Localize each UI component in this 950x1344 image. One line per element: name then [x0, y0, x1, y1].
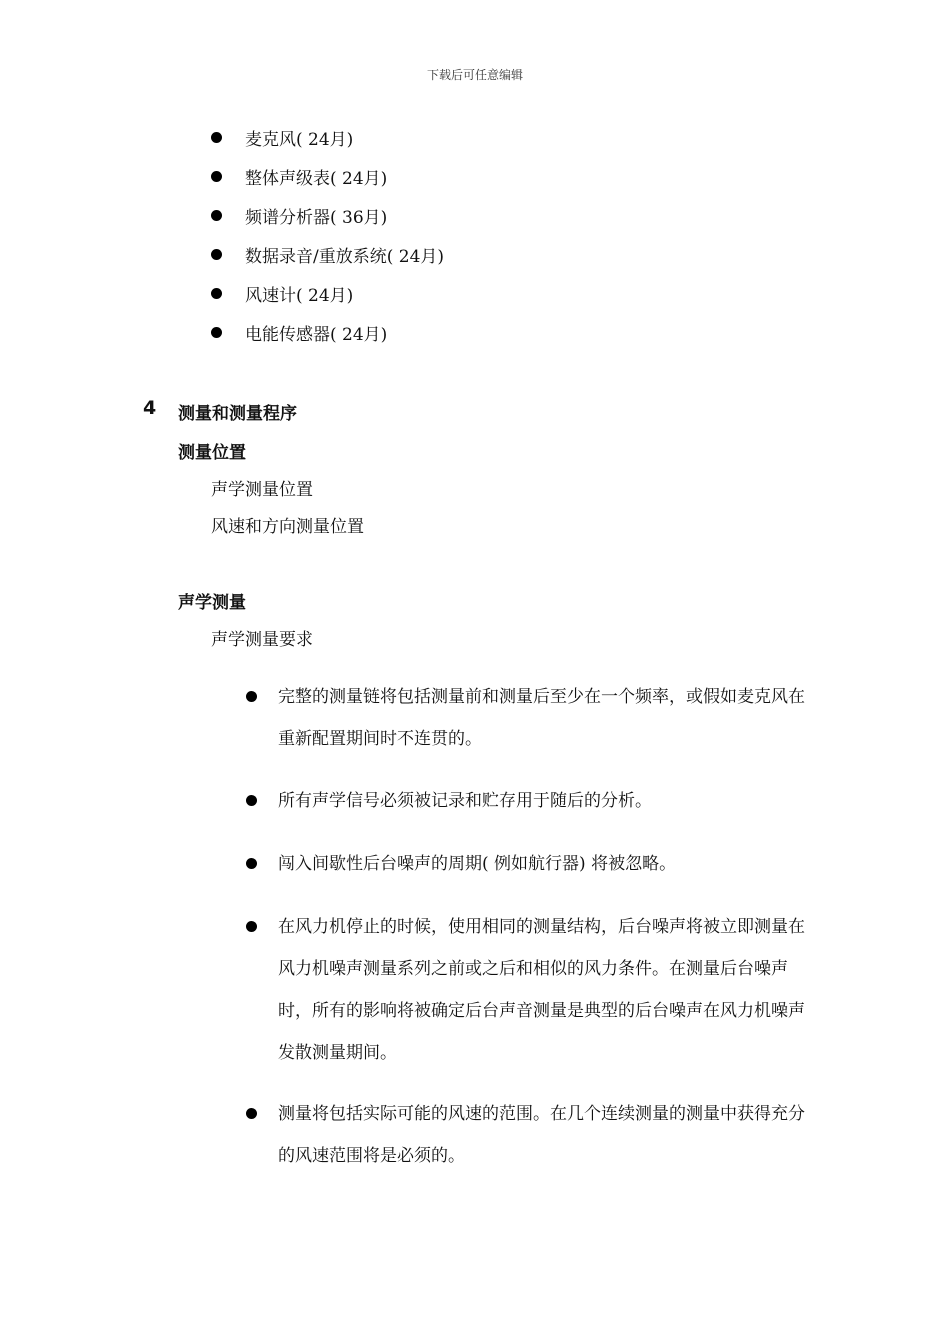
list-item-text: 频谱分析器( 36月) [245, 208, 388, 228]
list-item [211, 203, 387, 228]
acoustic-heading: 声学测量 [178, 593, 246, 613]
location-item: 声学测量位置 [211, 480, 313, 500]
list-item-text: 完整的测量链将包括测量前和测量后至少在一个频率，或假如麦克风在重新配置期间时不连贯的。 [278, 687, 805, 749]
list-item [246, 676, 816, 760]
location-heading: 测量位置 [178, 443, 246, 463]
acoustic-subheading: 声学测量要求 [211, 630, 313, 650]
bullet-icon [246, 858, 257, 869]
bullet-icon [211, 210, 222, 221]
list-item [211, 125, 353, 150]
list-item-text: 电能传感器( 24月) [245, 325, 388, 345]
bullet-icon [211, 171, 222, 182]
bullet-icon [246, 921, 257, 932]
page-header: 下载后可任意编辑 [426, 68, 523, 82]
list-item-text: 风速计( 24月) [245, 286, 354, 306]
list-item-text: 在风力机停止的时候，使用相同的测量结构，后台噪声将被立即测量在风力机噪声测量系列之前或之后和相似的风力条件。在测量后台噪声时，所有的影响将被确定后台声音测量是典型的后台噪声在风力机噪声发散测量期间。 [278, 917, 805, 1063]
list-item-text: 测量将包括实际可能的风速的范围。在几个连续测量的测量中获得充分的风速范围将是必须的。 [278, 1104, 805, 1166]
list-item [246, 843, 816, 885]
list-item-text: 闯入间歇性后台噪声的周期( 例如航行器) 将被忽略。 [278, 854, 677, 874]
bullet-icon [246, 1108, 257, 1119]
bullet-icon [211, 327, 222, 338]
section-number: 4 [143, 397, 157, 419]
location-item: 风速和方向测量位置 [211, 517, 364, 537]
bullet-icon [246, 691, 257, 702]
bullet-icon [211, 288, 222, 299]
bullet-icon [246, 795, 257, 806]
list-item-text: 数据录音/重放系统( 24月) [245, 247, 445, 267]
list-item [211, 164, 387, 189]
bullet-icon [211, 132, 222, 143]
list-item-text: 麦克风( 24月) [245, 130, 354, 150]
list-item [211, 242, 444, 267]
list-item [211, 320, 387, 345]
section-title: 测量和测量程序 [178, 404, 297, 424]
bullet-icon [211, 249, 222, 260]
list-item [211, 281, 353, 306]
list-item [246, 780, 816, 822]
list-item [246, 1093, 816, 1177]
list-item-text: 所有声学信号必须被记录和贮存用于随后的分析。 [278, 791, 652, 811]
list-item [246, 906, 816, 1074]
list-item-text: 整体声级表( 24月) [245, 169, 388, 189]
